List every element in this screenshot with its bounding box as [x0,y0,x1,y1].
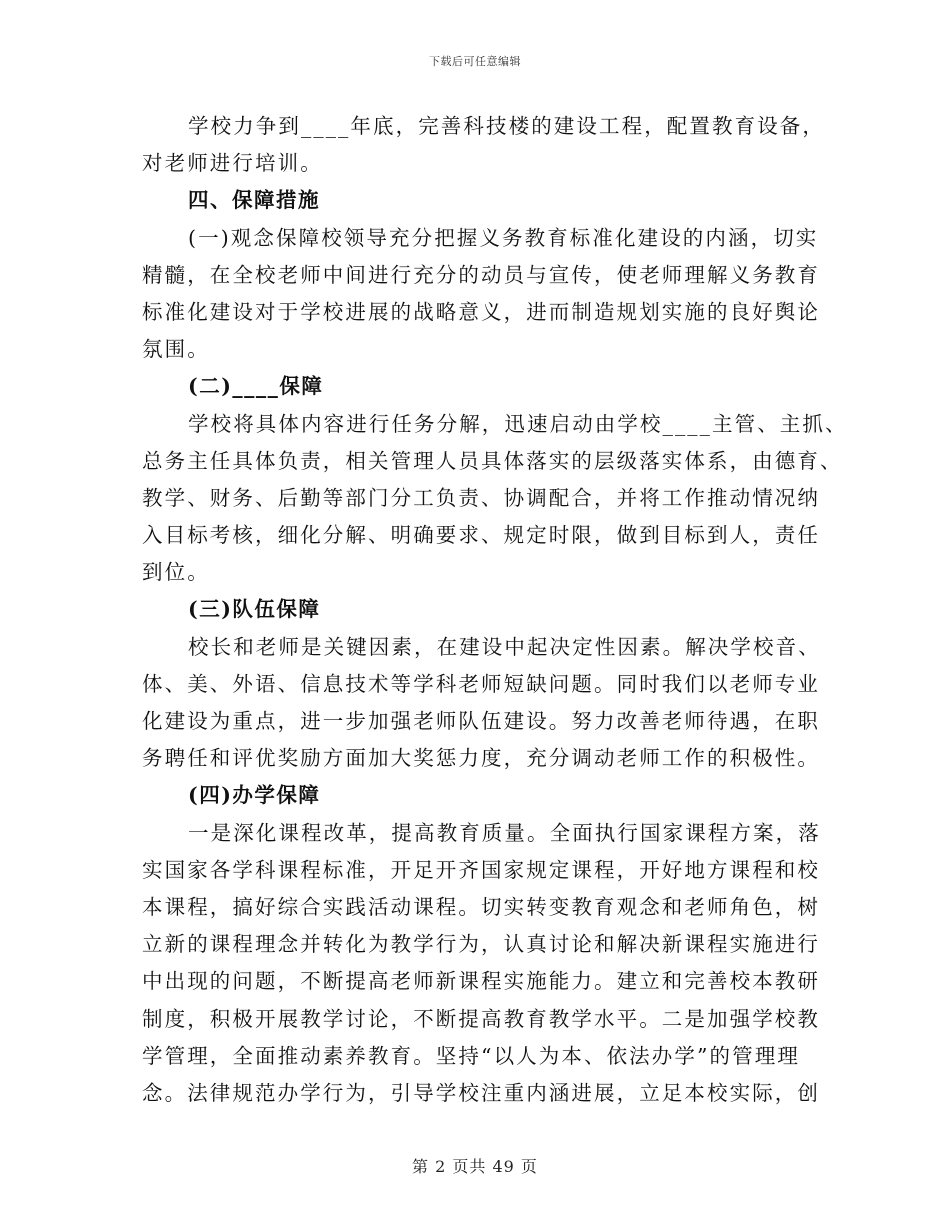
subsection-heading: (四)办学保障 [188,783,321,808]
paragraph-line: 化建设为重点，进一步加强老师队伍建设。努力改善老师待遇，在职 [142,709,820,733]
subsection-heading: (二)____保障 [188,374,324,399]
paragraph-line: 学管理，全面推动素养教育。坚持“以人为本、依法办学”的管理理 [142,1043,800,1068]
paragraph-line: 本课程，搞好综合实践活动课程。切实转变教育观念和老师角色，树 [142,894,820,919]
paragraph-line: 入目标考核，细化分解、明确要求、规定时限，做到目标到人，责任 [142,523,820,548]
paragraph-line: 氛围。 [142,337,210,362]
paragraph-line: 学校力争到____年底，完善科技楼的建设工程，配置教育设备， [188,114,825,138]
paragraph-line: 制度，积极开展教学讨论，不断提高教育教学水平。二是加强学校教 [142,1006,820,1031]
paragraph-line: 对老师进行培训。 [142,151,323,176]
paragraph-line: 立新的课程理念并转化为教学行为，认真讨论和解决新课程实施进行 [142,932,820,957]
paragraph-line: (一)观念保障校领导充分把握义务教育标准化建设的内涵，切实 [188,225,819,250]
document-body [142,108,848,1112]
page-header: 下载后可任意编辑 [429,55,521,68]
paragraph-line: 念。法律规范办学行为，引导学校注重内涵进展，立足本校实际，创 [142,1080,820,1105]
paragraph-line: 标准化建设对于学校进展的战略意义，进而制造规划实施的良好舆论 [142,299,820,324]
paragraph-line: 体、美、外语、信息技术等学科老师短缺问题。同时我们以老师专业 [142,671,820,696]
page-number-footer: 第 2 页共 49 页 [412,1157,538,1176]
subsection-heading: (三)队伍保障 [188,597,321,622]
paragraph-line: 中出现的问题，不断提高老师新课程实施能力。建立和完善校本教研 [142,969,820,994]
paragraph-line: 校长和老师是关键因素，在建设中起决定性因素。解决学校音、 [188,634,821,659]
paragraph-line: 到位。 [142,560,210,585]
paragraph-line: 务聘任和评优奖励方面加大奖惩力度，充分调动老师工作的积极性。 [142,746,820,771]
paragraph-line: 一是深化课程改革，提高教育质量。全面执行国家课程方案，落 [188,820,821,845]
paragraph-line: 教学、财务、后勤等部门分工负责、协调配合，并将工作推动情况纳 [142,485,820,510]
paragraph-line: 总务主任具体负责，相关管理人员具体落实的层级落实体系，由德育、 [142,448,843,473]
paragraph-line: 精髓，在全校老师中间进行充分的动员与宣传，使老师理解义务教育 [142,262,820,287]
paragraph-line: 学校将具体内容进行任务分解，迅速启动由学校____主管、主抓、 [188,411,848,436]
paragraph-line: 实国家各学科课程标准，开足开齐国家规定课程，开好地方课程和校 [142,857,820,882]
section-heading: 四、保障措施 [188,188,320,213]
